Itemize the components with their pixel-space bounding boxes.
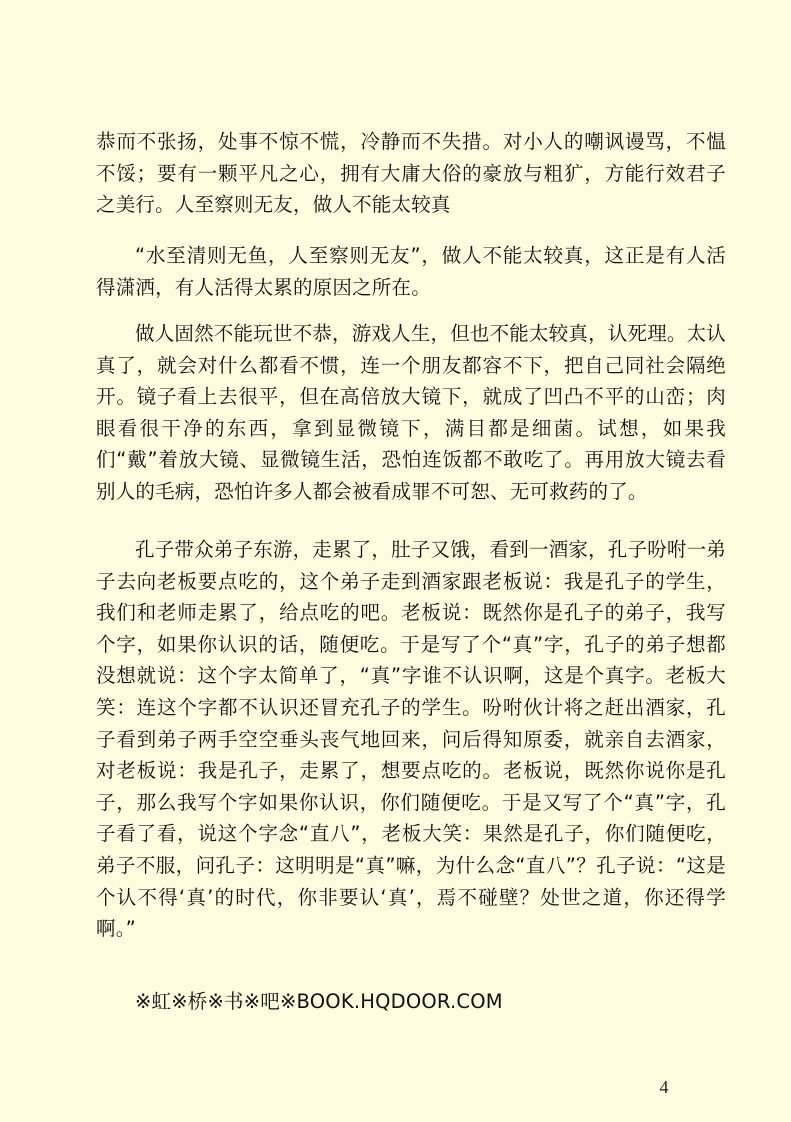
paragraph-proverb: “水至清则无鱼，人至察则无友”，做人不能太较真，这正是有人活得潇洒，有人活得太累的原因之所在。 bbox=[96, 244, 726, 299]
source-watermark-line: ※虹※桥※书※吧※BOOK.HQDOOR.COM bbox=[135, 990, 503, 1013]
paragraph-continued: 恭而不张扬，处事不惊不慌，冷静而不失措。对小人的嘲讽谩骂，不愠不馁；要有一颗平凡之心，拥有大庸大俗的豪放与粗犷，方能行效君子之美行。人至察则无友，做人不能太较真 bbox=[96, 130, 726, 217]
page-number: 4 bbox=[659, 1077, 669, 1097]
paragraph-confucius-story: 孔子带众弟子东游，走累了，肚子又饿，看到一酒家，孔子吩咐一弟子去向老板要点吃的，这个弟子走到酒家跟老板说：我是孔子的学生，我们和老师走累了，给点吃的吧。老板说：既然你是孔子的弟子，我写个字，如果你认识的话，随便吃。于是写了个“真”字，孔子的弟子想都没想就说：这个字太简单了，“真”字谁不认识啊，这是个真字。老板大笑：连这个字都不认识还冒充孔子的学生。吩咐伙计将之赶出酒家，孔子看到弟子两手空空垂头丧气地回来，问后得知原委，就亲自去酒家，对老板说：我是孔子，走累了，想要点吃的。老板说，既然你说你是孔子，那么我写个字如果你认识，你们随便吃。于是又写了个“真”字，孔子看了看，说这个字念“直八”，老板大笑：果然是孔子，你们随便吃，弟子不服，问孔子：这明明是“真”嘛，为什么念“直八”？孔子说：“这是个认不得‘真’的时代，你非要认‘真’，焉不碰壁？处世之道，你还得学啊。” bbox=[96, 538, 727, 941]
paragraph-magnifier: 做人固然不能玩世不恭，游戏人生，但也不能太较真，认死理。太认真了，就会对什么都看不惯，连一个朋友都容不下，把自己同社会隔绝开。镜子看上去很平，但在高倍放大镜下，就成了凹凸不平的山峦；肉眼看很干净的东西，拿到显微镜下，满目都是细菌。试想，如果我们“戴”着放大镜、显微镜生活，恐怕连饭都不敢吃了。再用放大镜去看别人的毛病，恐怕许多人都会被看成罪不可恕、无可救药的了。 bbox=[96, 322, 727, 503]
